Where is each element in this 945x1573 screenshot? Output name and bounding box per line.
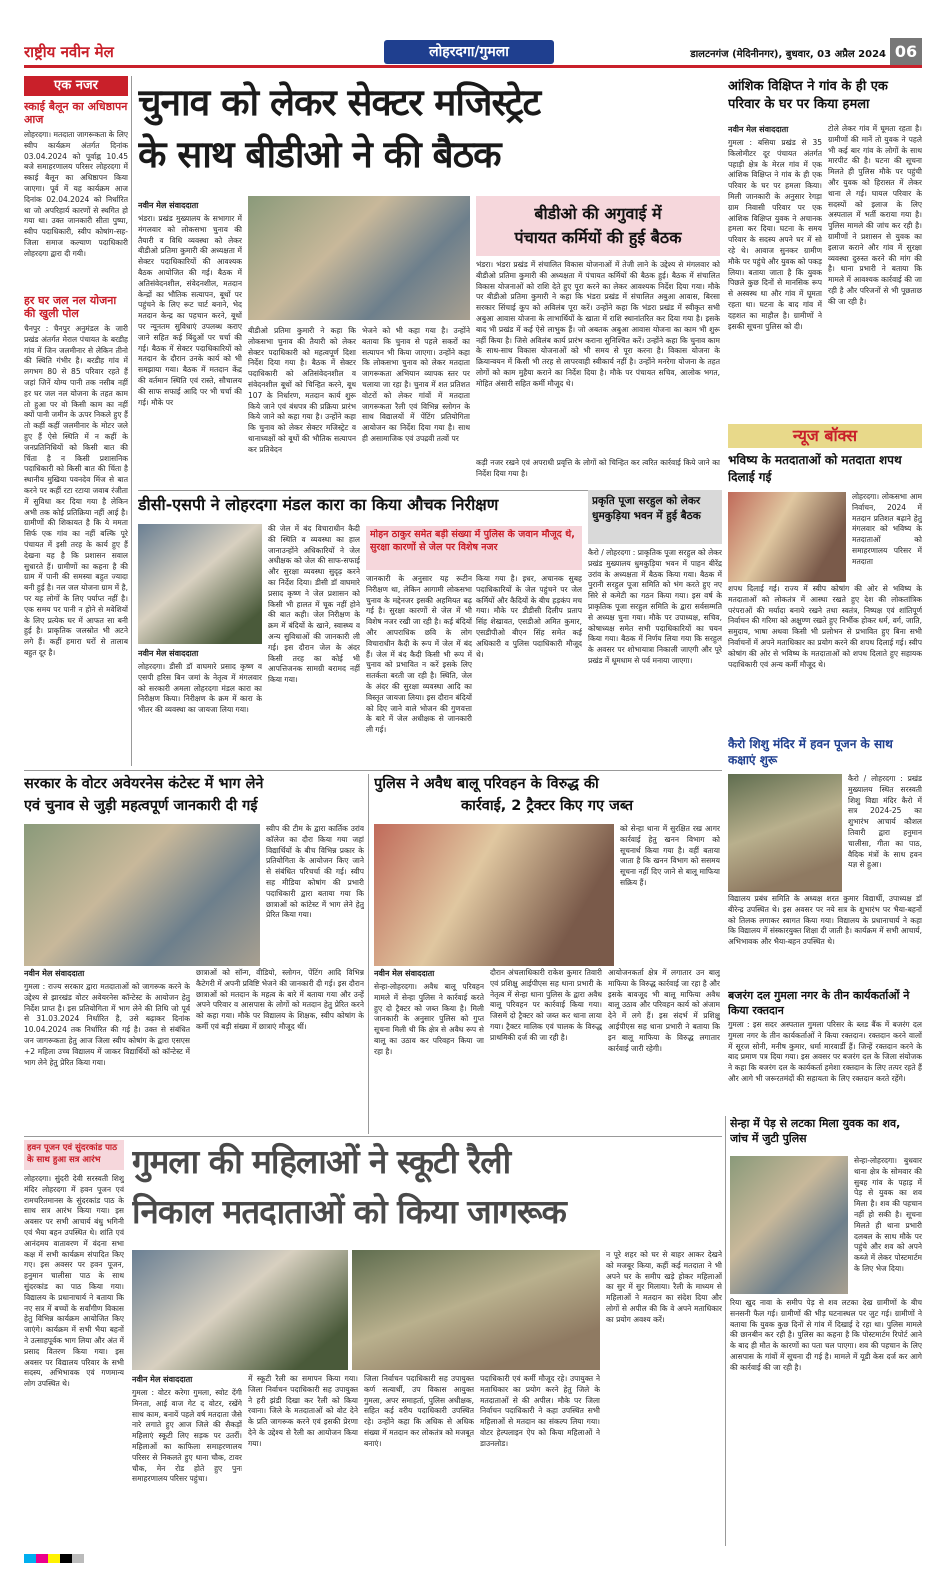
dc-sp-byline: नवीन मेल संवाददाता <box>138 649 199 658</box>
cyan-swatch <box>24 1554 36 1563</box>
prakriti-headline: प्रकृति पूजा सरहुल को लेकर धुमकुड़िया भवन में हुई बैठक <box>592 495 701 522</box>
lead-byline: नवीन मेल संवाददाता <box>138 201 199 210</box>
senha-headline: सेन्हा में पेड़ से लटका मिला युवक का शव, जांच में जुटी पुलिस <box>730 1117 901 1145</box>
police-sand-headline-line1: पुलिस ने अवैध बालू परिवहन के विरुद्ध की <box>374 776 599 792</box>
police-sand-body-col3: आयोजनकर्ता क्षेत्र में लगातार उन बालू माफिया के विरुद्ध कार्रवाई जा रहा है और इसके बावजूद भी बालू माफिया अवैध बालू उठाव और परिवहन कार्य को अंजाम देने में लगे हैं। इस संदर्भ में प्रशिक्षु आईपीएस सह थाना प्रभारी ने बताया कि इन बालू माफिया के विरुद्ध लगातार कार्रवाई जारी रहेगी। <box>608 968 720 1053</box>
news-box-item3-title: बजरंग दल गुमला नगर के तीन कार्यकर्ताओं ने किया रक्तदान <box>728 989 910 1017</box>
lead-headline-line1: चुनाव को लेकर सेक्टर मजिस्ट्रेट <box>138 81 541 124</box>
voter-contest-headline-line2: एवं चुनाव से जुड़ी महत्वपूर्ण जानकारी दी गई <box>24 798 258 814</box>
news-box-item3-body: गुमला : इस सदर अस्पताल गुमला परिसर के ब्लड बैंक में बजरंग दल गुमला नगर के तीन कार्यकर्ताओं ने किया रक्तदान। रक्तदान करने वालों में सूरज सोनी, मनीष कुमार, धर्मा मारवार्डी हैं। जिन्हें रक्तदान करने के बाद प्रमाण पत्र दिया गया। इस अवसर पर बजरंग दल के जिला संयोजक ने कहा कि बजरंग दल के कार्यकर्ता हमेशा रक्तदान के लिए तत्पर रहते हैं और आगे भी जरूरतमंदों की सहायता के लिए रक्तदान करते रहेंगे। <box>728 1020 922 1083</box>
mohan-body-col2: किया गया है। इधर, अचानक सुबह पदाधिकारियों के जेल पहुंचने पर जेल कर्मियों और कैदियों के बीच हड़कंप मच गया। मौके पर डीडीसी दिलीप प्रताप सिंह शेखावत, एसडीओ अमित कुमार, एसडीपीओ बीएन सिंह समेत कई अधिकारी व पुलिस पदाधिकारी मौजूद थे। <box>476 574 582 659</box>
mohan-headline: मोहन ठाकुर समेत बड़ी संख्या में पुलिस के जवान मौजूद थे, सुरक्षा कारणों से जेल पर विशेष नजर <box>370 529 575 553</box>
mohan-body-col1: जानकारी के अनुसार यह रूटीन निरीक्षण था, लेकिन आगामी लोकसभा चुनाव के मद्देनजर इसकी अहमियत बढ़ गई है। सुरक्षा कारणों से जेल में भी विशेष नजर रखी जा रही है। कई बंदियों और आपराधिक छवि के लोग विचाराधीन कैदी के रूप में जेल में बंद हैं। जेल में बंद कैदी किसी भी रूप में चुनाव को प्रभावित न करें इसके लिए सतर्कता बरती जा रही है। स्थिति, जेल के अंदर की सुरक्षा व्यवस्था आदि का विस्तृत जायजा लिया। इस दौरान बंदियों को दिए जाने वाले भोजन की गुणवत्ता के बारे में जेल अधीक्षक से जानकारी ली गई। <box>366 574 472 735</box>
newspaper-logo: राष्ट्रीय नवीन मेल <box>24 43 114 61</box>
section-label: लोहरदगा/गुमला <box>384 40 554 64</box>
partial-insane-body-col1: गुमला : बसिया प्रखंड से 35 किलोमीटर दूर पंचायत अंतर्गत पहाड़ी क्षेत्र के मेरल गांव में एक आंशिक विक्षिप्त ने गांव के ही एक परिवार के घर पर हमला किया। मिली जानकारी के अनुसार रेगड़ा ग्राम निवासी परिवार पर एक आंशिक विक्षिप्त युवक ने अचानक हमला कर दिया। घटना के समय परिवार के सदस्य अपने घर में सो रहे थे। आवाज सुनकर ग्रामीण मौके पर पहुंचे और युवक को पकड़ लिया। बताया जाता है कि युवक पिछले कुछ दिनों से मानसिक रूप से अस्वस्थ था और गांव में घूमता रहता था। घटना के बाद गांव में दहशत का माहौल है। ग्रामीणों ने इसकी सूचना पुलिस को दी। <box>728 138 822 331</box>
senha-police-photo <box>730 1156 848 1294</box>
panchayat-headline-line2: पंचायत कर्मियों की हुई बैठक <box>514 228 682 247</box>
section-divider <box>24 770 722 771</box>
scooty-body-col3: जिला निर्वाचन पदाधिकारी सह उपायुक्त कर्ण सत्यार्थी, उप विकास आयुक्त गुमला, अपर समाहर्ता, पुलिस अधीक्षक, सहित कई वरीय पदाधिकारी उपस्थित रहे। उन्होंने कहा कि अधिक से अधिक संख्या में मतदान कर लोकतंत्र को मजबूत बनाएं। <box>364 1374 474 1448</box>
grey-swatch <box>72 1554 84 1563</box>
scooty-body-col2: में स्कूटी रैली का समापन किया गया। जिला निर्वाचन पदाधिकारी सह उपायुक्त ने हरी झंडी दिखा कर रैली को किया रवाना। जिले के मतदाताओं को वोट देने के प्रति जागरूक करने एवं इसकी प्रेरणा देने के उद्देश्य से रैली का आयोजन किया गया। <box>248 1374 358 1448</box>
scooty-headline-line2: निकाल मतदाताओं को किया जागरूक <box>132 1192 566 1231</box>
scooty-rally-photo2 <box>352 1250 600 1370</box>
news-box-item1-body-side: लोहरदगा। लोकसभा आम निर्वाचन, 2024 में मतदान प्रतिशत बढ़ाने हेतु मंगलवार को भविष्य के मतदाताओं को समाहरणालय परिसर में मतदाता <box>852 492 922 566</box>
mohan-headline-box <box>366 526 582 570</box>
yellow-swatch <box>48 1554 60 1563</box>
partial-insane-headline: आंशिक विक्षिप्त ने गांव के ही एक परिवार के घर पर किया हमला <box>728 79 888 112</box>
dc-sp-body-left: लोहरदगा। डीसी डॉ वाघमारे प्रसाद कृष्ण व एसपी हरिस बिन जमां के नेतृत्व में मंगलवार को सरकारी अमला लोहरदगा मंडल कारा का निरीक्षण किया। निरीक्षण के क्रम में कारा के भीतर की व्यवस्था का जायजा लिया गया। <box>138 662 262 715</box>
dateline: डालटनगंज (मेदिनीनगर), बुधवार, 03 अप्रैल 2024 <box>690 49 886 60</box>
scooty-headline-line1: गुमला की महिलाओं ने स्कूटी रैली <box>132 1142 511 1181</box>
news-box-item2-body-side: कैरो / लोहरदगा : प्रखंड मुख्यालय स्थित सरस्वती शिशु विद्या मंदिर कैरो में सत्र 2024-25 का शुभारंभ आचार्य कौशल तिवारी द्वारा हनुमान चालीसा, गीता का पाठ, वैदिक मंत्रों के साथ हवन यज्ञ से हुआ। <box>848 774 922 870</box>
havan-title-box <box>24 1140 124 1170</box>
partial-insane-body-col2: टोले लेकर गांव में घूमता रहता है। ग्रामीणों की मानें तो युवक ने पहले भी कई बार गांव के लोगों के साथ मारपीट की है। घटना की सूचना मिलते ही पुलिस मौके पर पहुंची और युवक को हिरासत में लेकर थाना ले गई। घायल परिवार के सदस्यों को इलाज के लिए अस्पताल में भर्ती कराया गया है। पुलिस मामले की जांच कर रही है। ग्रामीणों ने प्रशासन से युवक का इलाज कराने और गांव में सुरक्षा व्यवस्था दुरुस्त करने की मांग की है। थाना प्रभारी ने बताया कि मामले में आवश्यक कार्रवाई की जा रही है और परिजनों से भी पूछताछ की जा रही है। <box>828 124 922 306</box>
prakriti-body: कैरो / लोहरदगा : प्राकृतिक पूजा सरहुल को लेकर प्रखंड मुख्यालय धुमकुड़िया भवन में पाहन बीरेंद्र उरांव के अध्यक्षता में बैठक किया गया। बैठक में पुरानी सरहुल पूजा समिति को भंग करते हुए नए सिरे से कमेटी का गठन किया गया। इस वर्ष के प्राकृतिक पूजा सरहुल समिति के द्वारा सर्वसम्मति से अध्यक्ष चुना गया। मौके पर उपाध्यक्ष, सचिव, कोषाध्यक्ष समेत सभी पदाधिकारियों का चयन किया गया। बैठक में निर्णय लिया गया कि सरहुल के अवसर पर शोभायात्रा निकाली जाएगी और पूरे प्रखंड में धूमधाम से पर्व मनाया जाएगा। <box>588 548 722 665</box>
havan-title: हवन पूजन एवं सुंदरकांड पाठ के साथ हुआ सत्र आरंभ <box>27 1143 118 1165</box>
news-box-item1-title: भविष्य के मतदाताओं को मतदाता शपथ दिलाई गई <box>728 453 902 484</box>
senha-body: रिया खुद नावा के समीप पेड़ से शव लटका देख ग्रामीणों के बीच सनसनी फैल गई। ग्रामीणों की भीड़ घटनास्थल पर जुट गई। ग्रामीणों ने बताया कि युवक कुछ दिनों से गांव में दिखाई दे रहा था। पुलिस मामले की छानबीन कर रही है। पुलिस का कहना है कि पोस्टमार्टम रिपोर्ट आने के बाद ही मौत के कारणों का पता चल पाएगा। शव की पहचान के लिए आसपास के गांवों में सूचना दी गई है। मामले में यूडी केस दर्ज कर आगे की कार्रवाई की जा रही है। <box>730 1298 922 1372</box>
police-sand-body-col1: सेन्हा-लोहरदगा। अवैध बालू परिवहन मामले में सेन्हा पुलिस ने कार्रवाई करते हुए दो ट्रैक्टर को जब्त किया है। मिली जानकारी के अनुसार पुलिस को गुप्त सूचना मिली थी कि क्षेत्र से अवैध रूप से बालू का उठाव कर परिवहन किया जा रहा है। <box>374 982 484 1056</box>
page-number: 06 <box>890 38 922 66</box>
news-box-item2-title: कैरो शिशु मंदिर में हवन पूजन के साथ कक्षाएं शुरू <box>728 737 893 767</box>
panchayat-headline-box <box>476 196 720 256</box>
havan-school-photo <box>728 774 842 892</box>
voter-contest-headline-line1: सरकार के वोटर अवेयरनेस कंटेस्ट में भाग लेने <box>24 776 264 792</box>
panchayat-headline-line1: बीडीओ की अगुवाई में <box>534 204 662 223</box>
dc-sp-headline: डीसी-एसपी ने लोहरदगा मंडल कारा का किया औचक निरीक्षण <box>138 495 499 514</box>
lead-body-col2: बीडीओ प्रतिमा कुमारी ने कहा कि लोकसभा चुनाव की तैयारी को लेकर सेक्टर पदाधिकारी को महत्वपूर्ण दिशा निर्देश दिया गया है। बैठक में सेक्टर पदाधिकारी को अतिसंवेदनशील व संवेदनशील बूथों को चिन्हित करने, बूथ 107 के निर्धारण, मतदान कार्य शुरू किये जाने एवं बंधपत्र की प्रक्रिया प्रारंभ किये जाने को कहा गया है। उन्होंने कहा कि चुनाव को लेकर सेक्टर मजिस्ट्रेट व थानाध्यक्षों को बूथों की भौतिक सत्यापन कर प्रतिवेदन <box>248 326 356 454</box>
news-box-label: न्यूज बॉक्स <box>728 424 922 448</box>
dc-sp-photo <box>138 524 262 644</box>
news-box-item1-body: शपथ दिलाई गई। राज्य में स्वीप कोषांग की ओर से भविष्य के मतदाताओं को लोकतंत्र में आस्था रखते हुए देश की लोकतांत्रिक परंपराओं की मर्यादा बनाये रखने तथा स्वतंत्र, निष्पक्ष एवं शांतिपूर्ण निर्वाचन की गरिमा को अक्षुण्ण रखते हुए निर्भीक होकर धर्म, वर्ग, जाति, समुदाय, भाषा अथवा किसी भी प्रलोभन से प्रभावित हुए बिना सभी निर्वाचनों में अपने मताधिकार का प्रयोग करने की शपथ दिलाई गई। स्वीप कोषांग की ओर से भविष्य के मतदाताओं को शपथ दिलाते हुए सहायक पदाधिकारी एवं अन्य कर्मी मौजूद थे। <box>728 584 922 669</box>
lead-body-col3: भेजने को भी कहा गया है। उन्होंने बताया कि चुनाव से पहले सकरों का सत्यापन भी किया जाएगा। उन्होंने कहा कि लोकसभा चुनाव को लेकर मतदाता जागरूकता अभियान व्यापक स्तर पर चलाया जा रहा है। चुनाव में शत प्रतिशत वोटरों को लेकर गांवों में मतदाता जागरूकता रैली एवं विभिन्न स्लोगन के साथ विद्यालयों में पेंटिंग प्रतियोगिता आयोजन का निर्देश दिया गया है। साथ ही असामाजिक एवं उपद्रवी तत्वों पर <box>362 326 470 443</box>
police-sand-byline: नवीन मेल संवाददाता <box>374 969 435 978</box>
voter-oath-photo <box>728 492 846 582</box>
section-divider <box>24 1136 722 1137</box>
police-sand-body-side: को सेन्हा थाना में सुरक्षित रख आगर कार्रवाई हेतु खनन विभाग को सूचनार्थ किया गया है। वहीं बताया जाता है कि खनन विभाग को ससमय सूचना नहीं दिए जाने से बालू माफिया सक्रिय हैं। <box>620 824 720 887</box>
column-divider <box>368 774 369 1134</box>
scooty-rally-photo1 <box>132 1250 348 1370</box>
dc-sp-body-right: की जेल में बंद विचाराधीन कैदी की स्थिति व व्यवस्था का हाल जानाउन्होंने अधिकारियों ने जेल अधीक्षक को जेल की साफ-सफाई और सुरक्षा व्यवस्था सुदृढ़ करने का निर्देश दिया। डीसी डॉ वाघमारे प्रसाद कृष्ण ने जेल प्रशासन को किसी भी हालत में चूक नहीं होने की बात कही। जेल निरीक्षण के क्रम में बंदियों के खाने, स्वास्थ्य व अन्य सुविधाओं की जानकारी ली गई। इस दौरान जेल के अंदर किसी तरह का कोई भी आपत्तिजनक सामग्री बरामद नहीं किया गया। <box>268 524 360 685</box>
tractor-photo <box>374 824 614 966</box>
scooty-body-col4: पदाधिकारी एवं कर्मी मौजूद रहे। उपायुक्त ने मताधिकार का प्रयोग करने हेतु जिले के मतदाताओं से की अपील। मौके पर जिला निर्वाचन पदाधिकारी ने कहा उपस्थित सभी महिलाओं से मतदान का संकल्प लिया गया। वोटर हेल्पलाइन ऐप को किया महिलाओं ने डाउनलोड। <box>480 1374 600 1448</box>
voter-contest-body-side: स्वीप की टीम के द्वारा कार्तिक उरांव कॉलेज का दौरा किया गया जहां विद्यार्थियों के बीच विभिन्न प्रकार के प्रतियोगिता के आयोजन किए जाने से संबंधित परिचर्चा की गई। स्वीप सह मीडिया कोषांग की प्रभारी पदाधिकारी द्वारा बताया गया कि छात्राओं को कांटेस्ट में भाग लेने हेतु प्रेरित किया गया। <box>266 824 364 920</box>
ek-nazar-item2-title: हर घर जल नल योजना की खुली पोल <box>24 294 117 320</box>
news-box-item2-body: विद्यालय प्रबंध समिति के अध्यक्ष शरत कुमार विद्यार्थी, उपाध्यक्ष डॉ बीरेन्द्र उपस्थित थे। इस अवसर पर नये सत्र के शुभारंभ पर भैया-बहनों को तिलक लगाकर स्वागत किया गया। विद्यालय के प्रधानाचार्य ने कहा कि विद्यालय में संस्कारयुक्त शिक्षा दी जाती है। कार्यक्रम में सभी आचार्य, अभिभावक और भैया-बहन उपस्थित थे। <box>728 894 922 947</box>
lead-body-col1: भंडरा। प्रखंड मुख्यालय के सभागार में मंगलवार को लोकसभा चुनाव की तैयारी व विधि व्यवस्था को लेकर बीडीओ प्रतिमा कुमारी की अध्यक्षता में सेक्टर पदाधिकारियों की आवश्यक बैठक आयोजित की गई। बैठक में अतिसंवेदनशील, संवेदनशील, मतदान केन्द्रों का भौतिक सत्यापन, बूथों पर पहुंचने के लिए रूट चार्ट बनाने, भेद मतदान केन्द्र का पहचान करने, बूथों पर न्यूनतम सुविधाएं उपलब्ध कराए जाने सहित कई बिंदुओं पर चर्चा की गई। बैठक में सेक्टर पदाधिकारियों को मतदान के दौरान उनके कार्य को भी समझाया गया। बैठक में मतदान केंद्र की वर्तमान स्थिति एवं रास्ते, सौचालय की साफ सफाई आदि पर भी चर्चा की गई। मौके पर <box>138 214 242 407</box>
voter-contest-body-col2: छात्राओं को सॉन्ग, वीडियो, स्लोगन, पेंटिंग आदि विभिन्न कैटेगरी में अपनी प्रविष्टि भेजने की जानकारी दी गई। इस दौरान छात्राओं को मतदान के महत्व के बारे में बताया गया और उन्हें अपने परिवार व आसपास के लोगों को मतदान हेतु प्रेरित करने को कहा गया। मौके पर विद्यालय के शिक्षक, स्वीप कोषांग के कर्मी एवं बड़ी संख्या में छात्राएं मौजूद थीं। <box>196 968 364 1031</box>
panchayat-extra: कड़ी नजर रखने एवं अपराधी प्रवृत्ति के लोगों को चिन्हित कर त्वरित कार्रवाई किये जाने का निर्देश दिया गया है। <box>476 458 720 478</box>
magenta-swatch <box>36 1554 48 1563</box>
senha-body-side: सेन्हा-लोहरदगा। बुधवार थाना क्षेत्र के सोमवार की सुबह गांव के पहाड़ में पेड़ से युवक का शव मिला है। शव की पहचान नहीं हो सकी है। सूचना मिलते ही थाना प्रभारी दलबल के साथ मौके पर पहुंचे और शव को अपने कब्जे में लेकर पोस्टमार्टम के लिए भेज दिया। <box>854 1156 922 1273</box>
voter-contest-byline: नवीन मेल संवाददाता <box>24 969 85 978</box>
lead-meeting-photo <box>248 196 470 320</box>
partial-insane-byline: नवीन मेल संवाददाता <box>728 125 789 134</box>
ek-nazar-item1-body: लोहरदगा। मतदाता जागरूकता के लिए स्वीप कार्यक्रम अंतर्गत दिनांक 03.04.2024 को पूर्वाह्न 10.45 बजे समाहरणालय परिसर लोहरदगा में स्काई बैलून का अधिष्ठापन किया जाएगा। पूर्व में यह कार्यक्रम आज दिनांक 02.04.2024 को निर्धारित था जो अपरिहार्य कारणों से स्थगित हो गया था। उक्त जानकारी सीता पुष्पा, स्वीप पदाधिकारी, स्वीप कोषांग-सह-जिला समाज कल्याण पदाधिकारी लोहरदगा द्वारा दी गयी। <box>24 130 128 258</box>
lead-headline-line2: के साथ बीडीओ ने की बैठक <box>138 133 501 176</box>
column-divider <box>725 1116 726 1546</box>
voter-contest-photo <box>24 824 260 966</box>
ek-nazar-item2-body: चैनपुर : चैनपुर अनुमंडल के जारी प्रखंड अंतर्गत मेराल पंचायत के बरडीह गांव में जिन जलमीनार से लेकिन तीनो की स्थिति गंभीर है। बरडीह गांव में लगभग 80 से 85 परिवार रहते हैं जहां जिनें योग्य पानी तक नसीब नहीं हर घर जल नल योजना के तहत काम तो हुआ पर वो किसी काम का नहीं क्यों पानी जमीन के ऊपर निकले हुए हैं तो कहीं कहीं जलमीनार के मोटर जले हुए हैं ऐसे स्थिति में न कहीं के जनप्रतिनिधियों को किसी बात की चिंता है न किसी प्रशासनिक पदाधिकारी को किसी बात की चिंता है स्थानीय मुखिया पवनदेव मिंज से बात करने पर कहीं रटा रटाया जवाब रंजीता में सुविधा कर दिया गया है लेकिन अभी तक कोई प्रतिक्रिया नहीं आई है। ग्रामीणों की शिकायत है कि ये ममता सिर्फ एक गांव का नहीं बल्कि पूरे पंचायत में इसी तरह के कार्य हुए हैं देखना यह है कि प्रशासन सवाल सुधारते हैं। ग्रामीणों का कहना है की ग्राम में पानी की समस्या बहुत ज्यादा बनी हुई है। नल जल योजना ग्राम में है, पर यह लोगों के लिए पर्याप्त नहीं है। एक समय पर पानी न होने से मवेशियों के लिए प्रत्येक घर में आफत सा बनी हुई है। प्राकृतिक जलस्रोत भी अटने लगे हैं। कहीं हमारा घरों से तालाब बहुत दूर है। <box>24 324 128 657</box>
column-divider <box>131 76 132 766</box>
police-sand-body-col2: दौरान अंचलाधिकारी राकेश कुमार तिवारी एवं प्रशिक्षु आईपीएस सह थाना प्रभारी के नेतृत्व में सेन्हा थाना पुलिस के द्वारा अवैध बालू परिवहन पर कार्रवाई किया गया। जिसमें दो ट्रैक्टर को जब्त कर थाना लाया गया। ट्रैक्टर मालिक एवं चालक के विरुद्ध प्राथमिकी दर्ज की जा रही है। <box>490 968 602 1042</box>
footer-color-bar <box>24 1551 922 1563</box>
ek-nazar-item1-title: स्काई बैलून का अधिष्ठापन आज <box>24 100 128 126</box>
black-swatch <box>60 1554 72 1563</box>
police-sand-headline-line2: कार्रवाई, 2 ट्रैक्टर किए गए जब्त <box>460 798 634 814</box>
havan-body: लोहरदगा। सुंदरी देवी सरस्वती शिशु मंदिर लोहरदगा में हवन पूजन एवं रामचरितमानस के सुंदरकांड पाठ के साथ सत्र आरंभ किया गया। इस अवसर पर सभी आचार्य बंधु भगिनी एवं भैया बहन उपस्थित थे। शांति एवं आनंदमय वातावरण में वंदना सभा कक्ष में सभी कार्यक्रम संपादित किए गए। इस अवसर पर हवन पूजन, हनुमान चालीसा पाठ के साथ सुंदरकांड का पाठ किया गया। विद्यालय के प्रधानाचार्य ने बताया कि नए सत्र में बच्चों के सर्वांगीण विकास हेतु विभिन्न कार्यक्रम आयोजित किए जाएंगे। कार्यक्रम में सभी भैया बहनों ने उत्साहपूर्वक भाग लिया और अंत में प्रसाद वितरण किया गया। इस अवसर पर विद्यालय परिवार के सभी सदस्य, अभिभावक एवं गणमान्य लोग उपस्थित थे। <box>24 1174 124 1389</box>
panchayat-body: भंडरा। भंडरा प्रखंड में संचालित विकास योजनाओं में तेजी लाने के उद्देश्य से मंगलवार को बीडीओ प्रतिमा कुमारी की अध्यक्षता में पंचायत कर्मियों की बैठक हुई। बैठक में संचालित विकास योजनाओं को राशि देते हुए पूरा करने का लेकर आवश्यक निर्देश दिया गया। मौके पर बीडीओ प्रतिमा कुमारी ने कहा कि भंडरा प्रखंड में संचालित अबुआ आवास, बिरसा सरकार सिंचाई कूप को अविलंब पूरा करें। उन्होंने कहा कि भंडरा प्रखंड में स्वीकृत सभी अबुआ आवास योजना के लाभार्थियों के खाता में राशि स्थानांतरित कर दिया गया है। इसके बाद भी प्रखंड में कई ऐसे लाभुक हैं। जो अबतक अबुआ आवास योजना का काम भी शुरू नहीं किया है। जिसे अविलंब कार्य प्रारंभ कराना सुनिश्चित करें। उन्होंने कहा कि चुनाव काम के साथ-साथ विकास योजनाओं को भी समय से पूरा करना है। विकास योजना के क्रियान्वयन में किसी भी तरह से लापरवाही स्वीकार्य नहीं है। उन्होंने मनरेगा योजना के तहत लोगों को काम मुहैया कराने का निर्देश दिया है। मौके पर पंचायत सचिव, आलोक भगत, मोहित अंसारी सहित कर्मी मौजूद थे। <box>476 260 720 388</box>
scooty-body-col1: गुमला : वोटर करेगा गुमला, स्वोट देंगी मिनता, आई वाज गेट द वोटर, रखेंगे साथ काम, बनायें पहले वर्ष मतदाता जैसे नारे लगाते हुए आज जिले की सैकड़ों महिलाएं स्कूटी लिए सड़क पर उतरीं। महिलाओं का काफिला समाहरणालय परिसर से निकलते हुए थाना चौक, टावर चौक, मेन रोड होते हुए पुनः समाहरणालय परिसर पहुंचा। <box>132 1388 242 1484</box>
ek-nazar-label: एक नजर <box>24 76 128 96</box>
scooty-body-col5: न पूरे शहर को घर से बाहर आकर देखने को मजबूर किया, कहीं कई मतदाता ने भी अपने घर के समीप खड़े होकर महिलाओं का सुर में सुर मिलाया। रैली के माध्यम से महिलाओं ने मतदान का संदेश दिया और लोगों से अपील की कि वे अपने मताधिकार का प्रयोग अवश्य करें। <box>606 1250 722 1324</box>
prakriti-headline-box <box>588 490 722 544</box>
scooty-byline: नवीन मेल संवाददाता <box>132 1375 193 1384</box>
voter-contest-body-col1: गुमला : राज्य सरकार द्वारा मतदाताओं को जागरूक करने के उद्देश्य से झारखंड वोटर अवेयरनेस कॉन्टेस्ट के आयोजन हेतु निर्देश प्राप्त है। इस प्रतियोगिता में भाग लेने की तिथि जो पूर्व से 31.03.2024 निर्धारित है, उसे बढ़ाकर दिनांक 10.04.2024 तक निर्धारित की गई है। उक्त से संबंधित जन जागरूकता हेतु आज जिला स्वीप कोषांग के द्वारा एसएस +2 महिला उच्च विद्यालय में जाकर विद्यार्थियों को कॉन्टेस्ट में भाग लेने हेतु प्रेरित किया गया। <box>24 982 190 1067</box>
masthead <box>24 38 922 68</box>
